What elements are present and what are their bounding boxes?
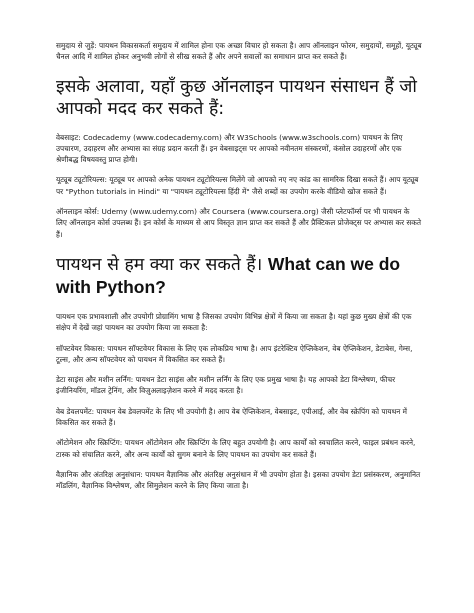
- paragraph-data-science: डेटा साइंस और मशीन लर्निंग: पायथन डेटा साइंस और मशीन लर्निंग के लिए एक प्रमुख भाषा है। यह आपको डेटा विश्लेषण, फीचर इंजीनियरिंग, मॉडल ट्रेनिंग, और विज़ुअलाइज़ेशन करने में मदद करता है।: [56, 375, 396, 396]
- paragraph-automation: ऑटोमेशन और स्क्रिप्टिंग: पायथन ऑटोमेशन और स्क्रिप्टिंग के लिए बहुत उपयोगी है। आप कार्यों को स्वचालित करने, फाइल प्रबंधन करने, टास्क को संचालित करने, और अन्य कार्यों को सुगम बनाने के लिए पायथन का उपयोग कर सकते हैं।: [56, 438, 416, 459]
- paragraph-scientific-research: वैज्ञानिक और अंतरिक्ष अनुसंधान: पायथन वैज्ञानिक और अंतरिक्ष अनुसंधान में भी उपयोग होता है। इसका उपयोग डेटा प्रसंस्करण, अनुमानित मॉडलिंग, वैज्ञानिक विश्लेषण, और सिमुलेशन करने के लिए किया जाता है।: [56, 469, 421, 491]
- heading-what-english: What can we do with Python?: [56, 253, 401, 297]
- paragraph-youtube-tutorials: यूट्यूब ट्यूटोरियल्स: यूट्यूब पर आपको अनेक पायथन ट्यूटोरियल्स मिलेंगे जो आपको नए नए कांड का सामरिक दिखा सकते हैं। आप यूट्यूब पर "Python tutorials in Hindi" या "पायथन ट्यूटोरियल्स हिंदी में" जैसे शब्दों का उपयोग करके वीडियो खोज सकते हैं।: [56, 175, 419, 196]
- heading-what-can-we-do: [56, 253, 422, 299]
- paragraph-online-courses: ऑनलाइन कोर्स: Udemy (www.udemy.com) और Coursera (www.coursera.org) जैसी प्लेटफॉर्म्स पर भी पायथन के लिए ऑनलाइन कोर्स उपलब्ध हैं। इन कोर्स के माध्यम से आप विस्तृत ज्ञान प्राप्त कर सकते हैं और प्रैक्टिकल प्रोजेक्ट्स पर अभ्यास कर सकते हैं।: [56, 207, 422, 239]
- heading-online-resources: इसके अलावा, यहाँ कुछ ऑनलाइन पायथन संसाधन हैं जो आपको मदद कर सकते हैं:: [56, 76, 417, 119]
- paragraph-web-development: वेब डेवलपमेंट: पायथन वेब डेवलपमेंट के लिए भी उपयोगी है। आप वेब ऐप्लिकेशन, वेबसाइट, एपीआई, और वेब स्क्रेपिंग को पायथन में विकसित कर सकते हैं।: [56, 406, 408, 428]
- paragraph-community: समुदाय से जुड़ें: पायथन विकासकर्ता समुदाय में शामिल होना एक अच्छा विचार हो सकता है। आप ऑनलाइन फोरम, समुदायों, समूहों, यूट्यूब चैनल आदि में शामिल होकर अनुभवी लोगों से सीख सकते हैं और अपने सवालों का समाधान प्राप्त कर सकते हैं।: [56, 41, 422, 62]
- paragraph-websites: वेबसाइट: Codecademy (www.codecademy.com) और W3Schools (www.w3schools.com) पायथन के लिए उपचारण, उदाहरण और अभ्यास का संग्रह प्रदान करती हैं। इन वेबसाइट्स पर आपको नवीनतम संस्करणों, कंसोल उदाहरणों और एक श्रेणीबद्ध विषयवस्तु प्राप्त होगी।: [56, 132, 403, 165]
- paragraph-uses-intro: पायथन एक प्रभावशाली और उपयोगी प्रोग्रामिंग भाषा है जिसका उपयोग विभिन्न क्षेत्रों में किया जा सकता है। यहां कुछ मुख्य क्षेत्रों की एक संक्षेप में देखें जहां पायथन का उपयोग किया जा सकता है:: [56, 311, 412, 333]
- heading-what-hindi: पायथन से हम क्या कर सकते हैं।: [56, 254, 263, 275]
- paragraph-software-development: सॉफ्टवेयर विकास: पायथन सॉफ्टवेयर विकास के लिए एक लोकप्रिय भाषा है। आप इंटरेक्टिव ऐप्लिकेशन, वेब ऐप्लिकेशन, डेटाबेस, गेम्स, टूल्स, और अन्य सॉफ्टवेयर को पायथन में विकसित कर सकते हैं।: [56, 343, 413, 364]
- document-page: [56, 40, 422, 501]
